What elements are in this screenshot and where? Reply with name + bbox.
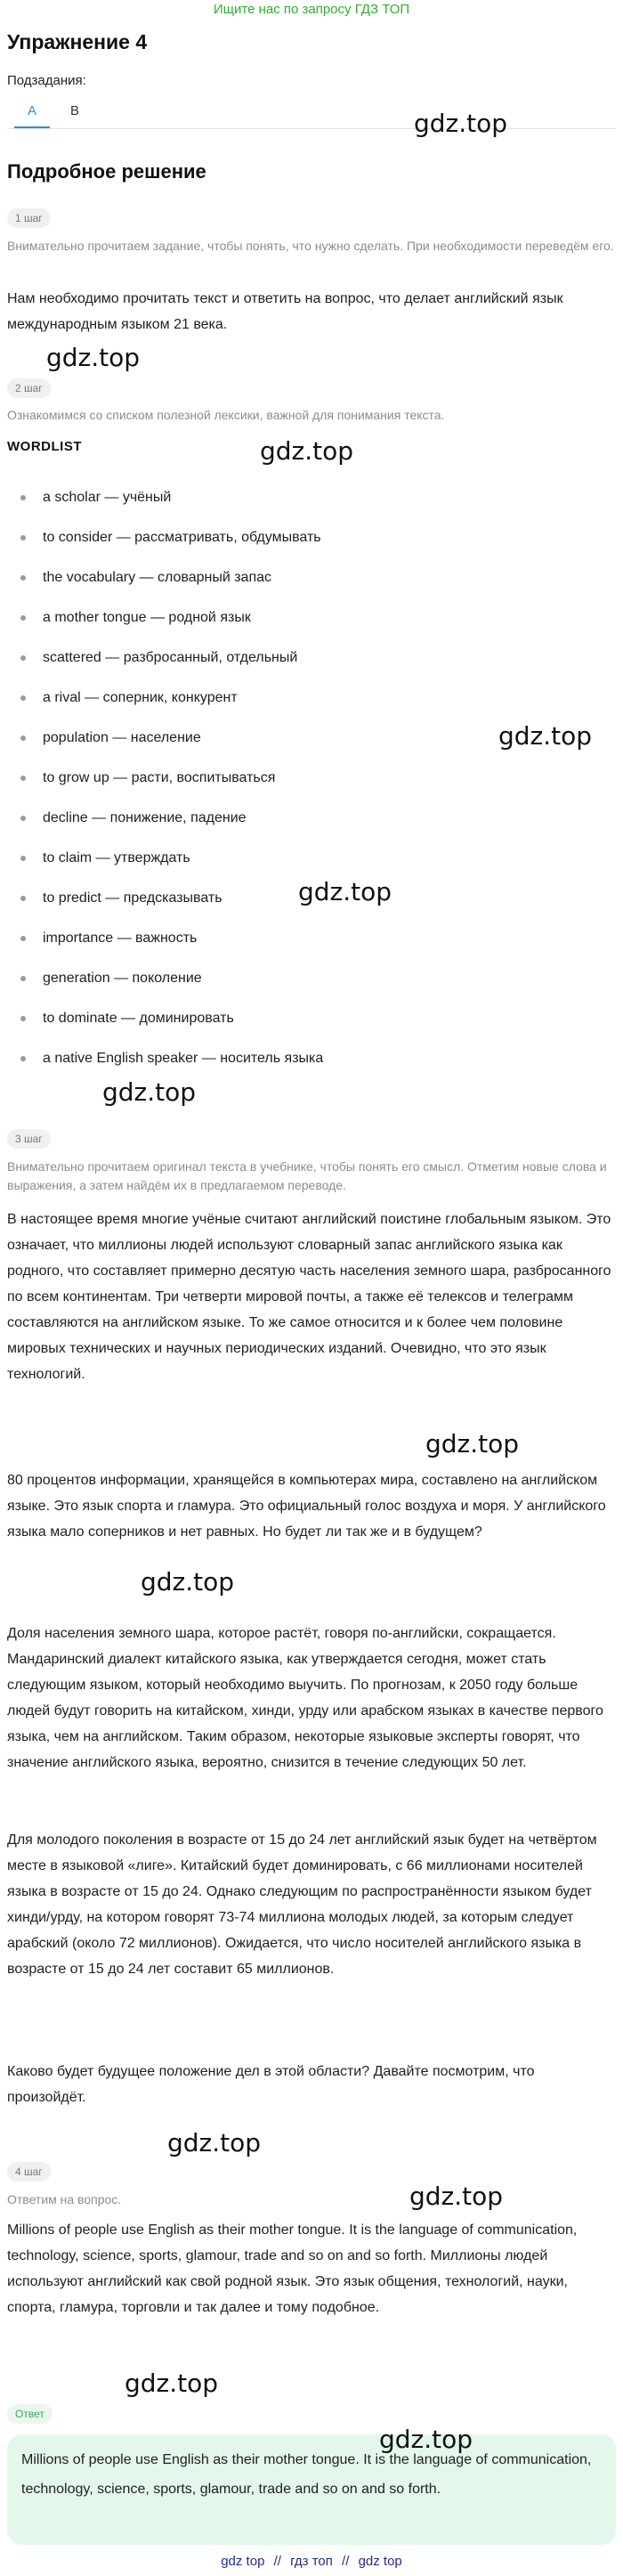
step-badge-4: 4 шаг xyxy=(7,2162,51,2182)
bullet-icon xyxy=(20,1016,26,1021)
step-3-paragraph: Каково будет будущее положение дел в этой области? Давайте посмотрим, что произойдёт. xyxy=(7,2064,535,2105)
wordlist-item: a mother tongue — родной язык xyxy=(43,610,251,625)
watermark: gdz.top xyxy=(46,343,141,372)
watermark: gdz.top xyxy=(167,2128,262,2158)
footer-links xyxy=(0,2554,623,2569)
tab-a[interactable]: A xyxy=(14,98,50,128)
tab-b[interactable]: B xyxy=(69,103,79,118)
bullet-icon xyxy=(20,896,26,901)
wordlist-item: to claim — утверждать xyxy=(43,850,190,865)
wordlist-item: scattered — разбросанный, отдельный xyxy=(43,650,298,665)
step-4-hint: Ответим на вопрос. xyxy=(7,2192,122,2206)
wordlist-item: decline — понижение, падение xyxy=(43,810,247,825)
wordlist-item: a rival — соперник, конкурент xyxy=(43,690,238,705)
watermark: gdz.top xyxy=(498,721,593,751)
wordlist-item: to consider — рассматривать, обдумывать xyxy=(43,530,321,545)
step-3-paragraph: В настоящее время многие учёные считают английский поистине глобальным языком. Это означает, что миллионы людей используют словарный запас английского языка как родного, что составляет примерно десятую часть населения земного шара, разбросанного по всем континентам. Три четверти мировой почты, а также её телексов и телеграмм составляются на английском языке. То же самое относится и к более чем половине мировых технических и научных периодических изданий. Очевидно, что это язык технологий. xyxy=(7,1212,611,1382)
watermark: gdz.top xyxy=(425,1429,520,1459)
watermark: gdz.top xyxy=(260,436,354,466)
step-badge-2: 2 шаг xyxy=(7,378,51,398)
bullet-icon xyxy=(20,1056,26,1061)
watermark: gdz.top xyxy=(141,1567,235,1597)
step-3-paragraph: 80 процентов информации, хранящейся в компьютерах мира, составлено на английском языке. Это язык спорта и гламура. Это официальный голос воздуха и моря. У английского языка мало соперников и нет равных. Но будет ли так же и в будущем? xyxy=(7,1473,606,1540)
step-3-paragraph: Для молодого поколения в возрасте от 15 до 24 лет английский язык будет на четвёртом месте в языковой «лиге». Китайский будет доминировать, с 66 миллионами носителей языка в возрасте от 15 до 24. Однако следующим по распространённости языком будет хинди/урду, на котором говорят 73-74 миллиона молодых людей, за которым следует арабский (около 72 миллионов). Ожидается, что число носителей английского языка в возрасте от 15 до 24 лет составит 65 миллионов. xyxy=(7,1832,597,1977)
wordlist-item: generation — поколение xyxy=(43,971,202,986)
watermark: gdz.top xyxy=(409,2182,504,2211)
bullet-icon xyxy=(20,816,26,821)
bullet-icon xyxy=(20,936,26,941)
bullet-icon xyxy=(20,655,26,661)
watermark: gdz.top xyxy=(125,2369,219,2398)
wordlist-item: to dominate — доминировать xyxy=(43,1011,234,1026)
bullet-icon xyxy=(20,856,26,861)
answer-text: Millions of people use English as their mother tongue. It is the language of communication, technology, science, sports, glamour, trade and so on and so forth. xyxy=(21,2452,592,2497)
footer-separator: // xyxy=(342,2554,350,2569)
watermark: gdz.top xyxy=(102,1077,197,1107)
wordlist-item: the vocabulary — словарный запас xyxy=(43,570,271,585)
bullet-icon xyxy=(20,776,26,781)
step-1-hint: Внимательно прочитаем задание, чтобы понять, что нужно сделать. При необходимости переведём его. xyxy=(7,239,614,253)
bullet-icon xyxy=(20,535,26,540)
answer-box xyxy=(7,2434,616,2545)
bullet-icon xyxy=(20,575,26,581)
solution-heading: Подробное решение xyxy=(7,160,206,183)
step-badge-3: 3 шаг xyxy=(7,1129,51,1149)
step-badge-1: 1 шаг xyxy=(7,208,51,228)
footer-link-gdz-top-2[interactable]: gdz top xyxy=(358,2554,402,2569)
wordlist-item: to predict — предсказывать xyxy=(43,890,222,906)
step-3-paragraph: Доля населения земного шара, которое растёт, говоря по-английски, сокращается. Мандаринский диалект китайского языка, как утверждается сегодня, может стать следующим языком, который необходимо выучить. По прогнозам, к 2050 году больше людей будут говорить на китайском, хинди, урду или арабском языках в качестве первого языка, чем на английском. Таким образом, некоторые языковые эксперты говорят, что значение английского языка, вероятно, снизится в течение следующих 50 лет. xyxy=(7,1626,603,1770)
page-title: Упражнение 4 xyxy=(7,30,148,53)
bullet-icon xyxy=(20,735,26,741)
watermark: gdz.top xyxy=(298,877,392,906)
wordlist-item: population — население xyxy=(43,730,201,745)
subtask-tabs xyxy=(7,98,616,129)
bullet-icon xyxy=(20,976,26,981)
footer-link-gdz-top[interactable]: gdz top xyxy=(221,2554,265,2569)
bullet-icon xyxy=(20,695,26,701)
answer-label: Ответ xyxy=(7,2404,53,2424)
wordlist-item: importance — важность xyxy=(43,930,198,946)
step-2-hint: Ознакомимся со списком полезной лексики, важной для понимания текста. xyxy=(7,408,445,422)
wordlist-item: to grow up — расти, воспитываться xyxy=(43,770,276,785)
bullet-icon xyxy=(20,495,26,500)
bullet-icon xyxy=(20,615,26,621)
wordlist-heading: WORDLIST xyxy=(7,439,82,454)
wordlist-item: a native English speaker — носитель языка xyxy=(43,1051,324,1066)
wordlist-item: a scholar — учёный xyxy=(43,490,172,505)
watermark: gdz.top xyxy=(379,2425,473,2454)
footer-separator: // xyxy=(273,2554,281,2569)
step-3-hint: Внимательно прочитаем оригинал текста в учебнике, чтобы понять его смысл. Отметим новые слова и выражения, а затем найдём их в предлагаемом переводе. xyxy=(7,1159,607,1192)
subtasks-label: Подзадания: xyxy=(7,73,86,88)
step-4-text: Millions of people use English as their mother tongue. It is the language of communication, technology, science, sports, glamour, trade and so on and so forth. Миллионы людей используют английский как свой родной язык. Это язык общения, технологий, науки, спорта, гламура, торговли и так далее и тому подобное. xyxy=(7,2223,578,2315)
promo-banner[interactable]: Ищите нас по запросу ГДЗ ТОП xyxy=(213,2,410,17)
watermark: gdz.top xyxy=(414,109,508,138)
footer-link-gdz-top-ru[interactable]: гдз топ xyxy=(290,2554,333,2569)
step-1-text: Нам необходимо прочитать текст и ответить на вопрос, что делает английский язык международным языком 21 века. xyxy=(7,291,563,332)
